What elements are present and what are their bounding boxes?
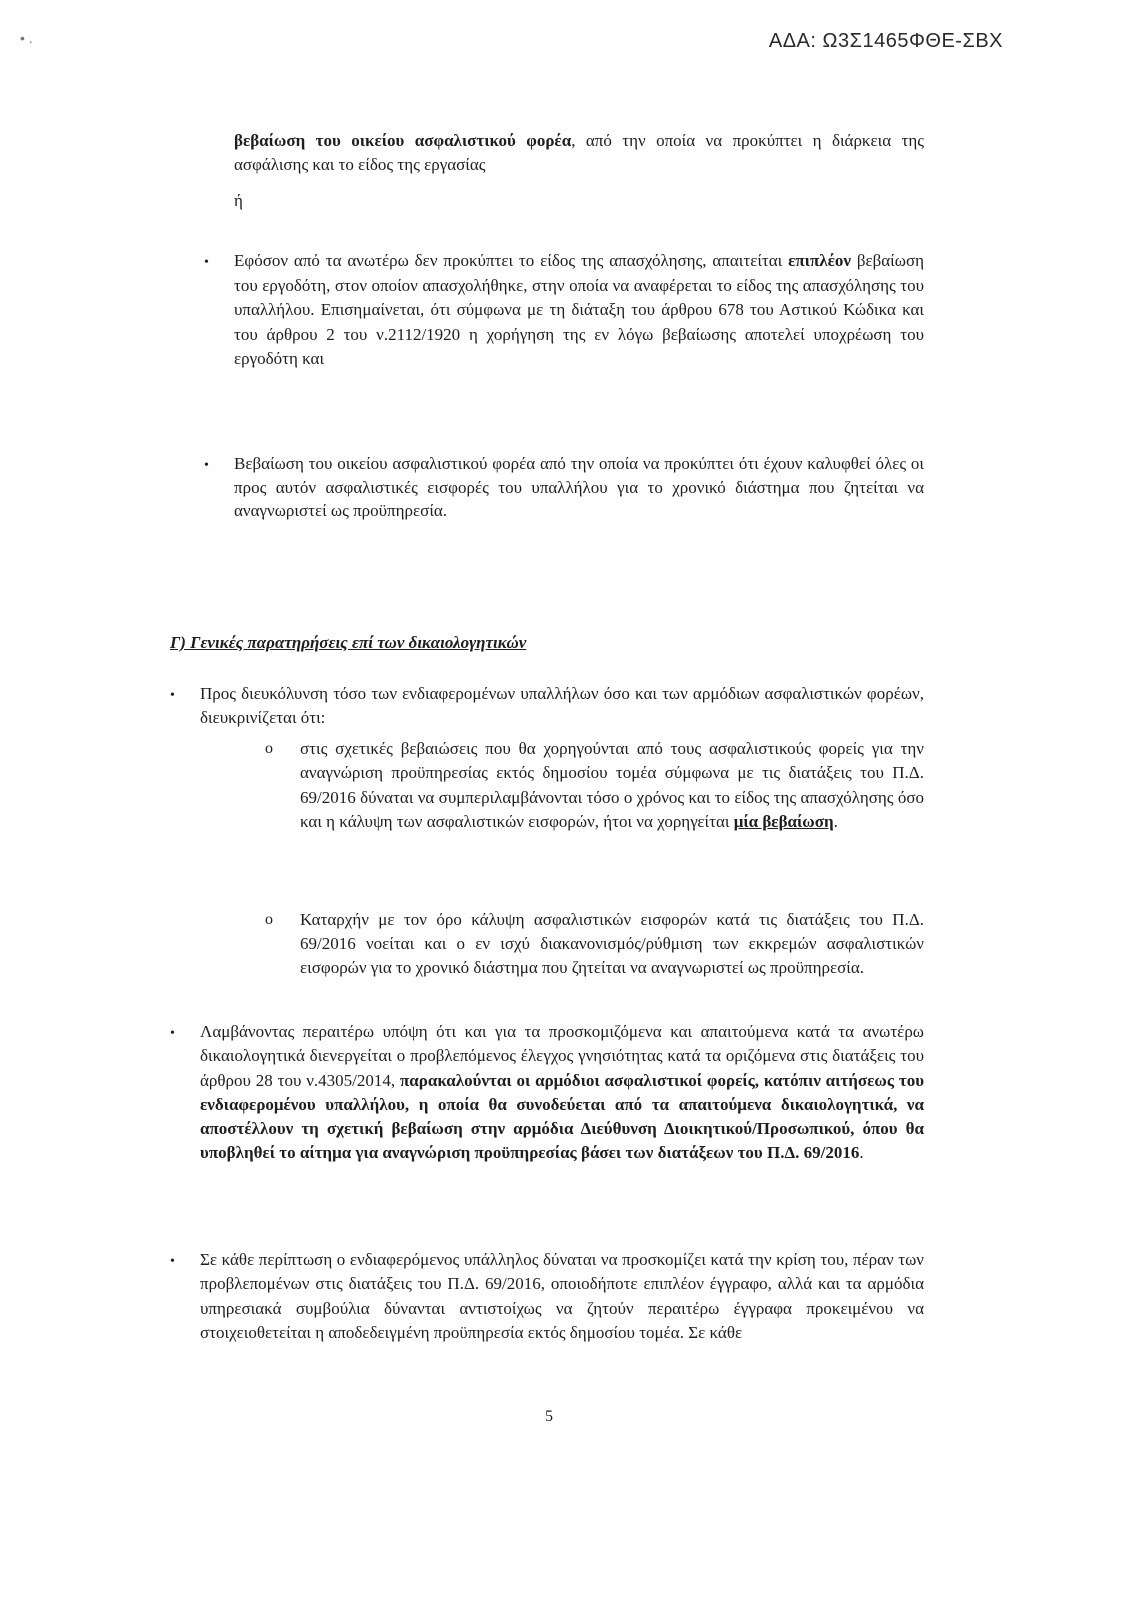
ada-code: ΑΔΑ: Ω3Σ1465ΦΘΕ-ΣΒΧ bbox=[768, 30, 1003, 52]
or-word: ή bbox=[234, 191, 243, 210]
sub-item-post-text: . bbox=[833, 811, 838, 831]
bullet-bold-text: επιπλέον bbox=[788, 251, 851, 270]
certificate-bold-text: βεβαίωση του οικείου ασφαλιστικού φορέα bbox=[234, 131, 572, 150]
authenticity-post-text: . bbox=[859, 1143, 864, 1163]
authenticity-bold-text: παρακαλούνται οι αρμόδιοι ασφαλιστικοί φορείς, κατόπιν αιτήσεως του ενδιαφερομένου υπαλλήλου, η οποία θα συνοδεύεται από τα απαιτούμενα δικαιολογητικά, να αποστέλλουν τη σχετική βεβαίωση στην αρμόδια Διεύθυνση Διοικητικού/Προσωπικού, όπου θα υποβληθεί το αίτημα για αναγνώριση προϋπηρεσίας βάσει των διατάξεων του Π.Δ. 69/2016 bbox=[200, 1070, 925, 1163]
authenticity-check-bullet bbox=[200, 1020, 924, 1166]
clarification-bullet: Προς διευκόλυνση τόσο των ενδιαφερομένων υπαλλήλων όσο και των αρμόδιων ασφαλιστικών φορέων, διευκρινίζεται ότι: bbox=[200, 684, 924, 727]
continuation-paragraph bbox=[234, 129, 924, 176]
certificate-rest-text: , από την οποία να προκύπτει η διάρκεια της ασφάλισης και το είδος της εργασίας bbox=[234, 131, 924, 174]
section-heading: Γ) Γενικές παρατηρήσεις επί των δικαιολογητικών bbox=[170, 633, 527, 652]
bullet-post-text: βεβαίωση του εργοδότη, στον οποίον απασχολήθηκε, στην οποία να αναφέρεται το είδος της απασχόλησης του υπαλλήλου. Επισημαίνεται, ότι σύμφωνα με τη διάταξη του άρθρου 678 του Αστικού Κώδικα και του άρθρου 2 του ν.2112/1920 η χορήγηση της εν λόγω βεβαίωσης αποτελεί υποχρέωση του εργοδότη και bbox=[234, 251, 924, 368]
authenticity-pre-text: Λαμβάνοντας περαιτέρω υπόψη ότι και για τα προσκομιζόμενα και απαιτούμενα κατά τα ανωτέρω δικαιολογητικά διενεργείται ο προβλεπόμενος έλεγχος γνησιότητας κατά τα οριζόμενα στις διατάξεις του άρθρου 28 του ν.4305/2014, bbox=[200, 1022, 924, 1090]
sub-item-single-certificate bbox=[300, 737, 924, 834]
bullet-icon: • bbox=[170, 1026, 175, 1041]
bullet-icon: • bbox=[204, 458, 209, 473]
bullet-icon: • bbox=[170, 1254, 175, 1269]
page-number: 5 bbox=[545, 1408, 553, 1425]
sub-item-pre-text: στις σχετικές βεβαιώσεις που θα χορηγούνται από τους ασφαλιστικούς φορείς για την αναγνώριση προϋπηρεσίας εκτός δημοσίου τομέα σύμφωνα με τις διατάξεις του Π.Δ. 69/2016 δύναται να συμπεριλαμβάνονται τόσο ο χρόνος και το είδος της απασχόλησης όσο και η κάλυψη των ασφαλιστικών εισφορών, ήτοι να χορηγείται bbox=[300, 739, 924, 831]
sub-item-contribution-coverage: Καταρχήν με τον όρο κάλυψη ασφαλιστικών εισφορών κατά τις διατάξεις του Π.Δ. 69/2016 νοείται και ο εν ισχύ διακανονισμός/ρύθμιση των εκκρεμών ασφαλιστικών εισφορών για το χρονικό διάστημα που ζητείται να αναγνωριστεί ως προϋπηρεσία. bbox=[300, 910, 924, 977]
bullet-pre-text: Εφόσον από τα ανωτέρω δεν προκύπτει το είδος της απασχόλησης, απαιτείται bbox=[234, 251, 789, 270]
bullet-icon: • bbox=[170, 688, 175, 703]
additional-documents-bullet: Σε κάθε περίπτωση ο ενδιαφερόμενος υπάλληλος δύναται να προσκομίζει κατά την κρίση του, πέραν των προβλεπομένων στις διατάξεις του Π.Δ. 69/2016, οποιοδήποτε επιπλέον έγγραφο, αλλά και τα αρμόδια υπηρεσιακά συμβούλια δύνανται αντιστοίχως να ζητούν περαιτέρω έγγραφα προκειμένου να στοιχειοθετείται η αποδεδειγμένη προϋπηρεσία εκτός δημοσίου τομέα. Σε κάθε bbox=[200, 1250, 924, 1342]
circle-bullet-icon: o bbox=[265, 911, 273, 928]
scan-specks: • . bbox=[20, 30, 33, 46]
bullet-contributions-certificate: Βεβαίωση του οικείου ασφαλιστικού φορέα από την οποία να προκύπτει ότι έχουν καλυφθεί όλες οι προς αυτόν ασφαλιστικές εισφορές του υπαλλήλου για το χρονικό διάστημα που ζητείται να αναγνωριστεί ως προϋπηρεσία. bbox=[234, 454, 924, 520]
bullet-employer-certificate bbox=[234, 249, 924, 372]
single-certificate-emphasis: μία βεβαίωση bbox=[733, 811, 834, 831]
bullet-icon: • bbox=[204, 255, 209, 270]
circle-bullet-icon: o bbox=[265, 740, 273, 757]
